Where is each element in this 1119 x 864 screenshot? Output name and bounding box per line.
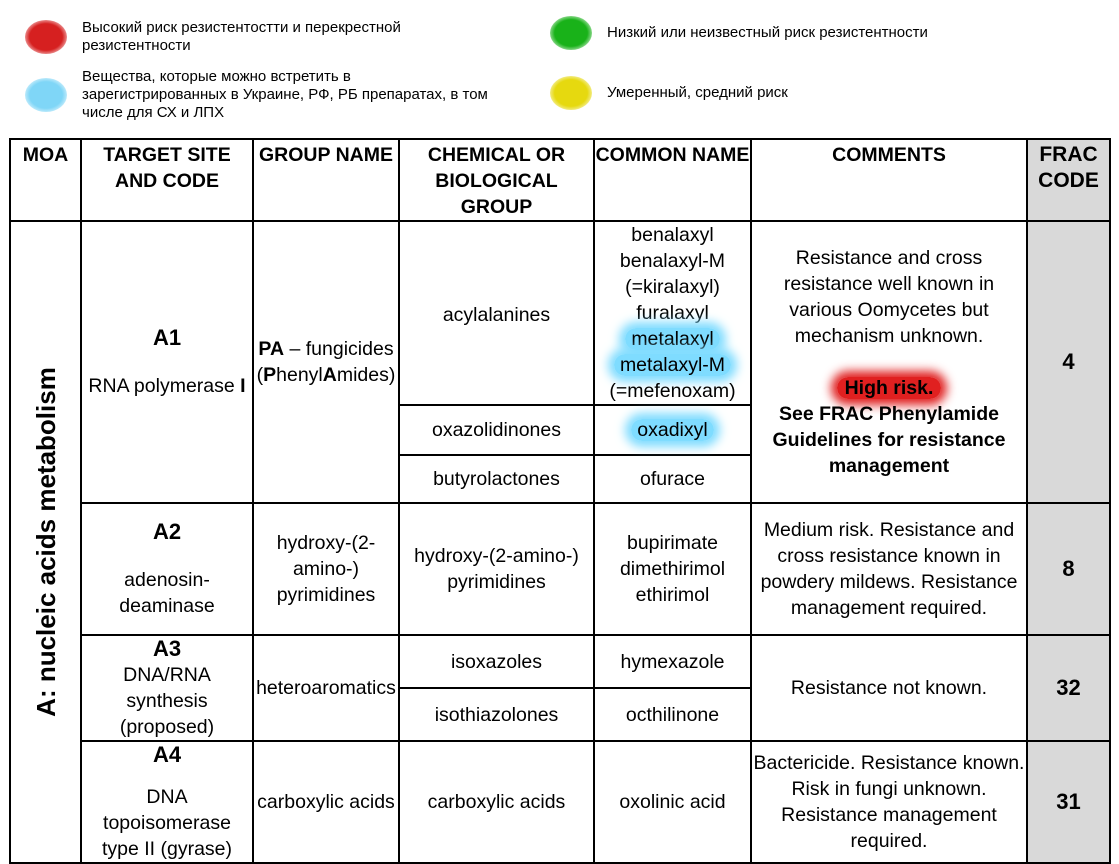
target-name: adenosin-deaminase xyxy=(119,569,215,617)
common-cell xyxy=(594,405,751,455)
header-moa: MOA xyxy=(10,139,81,221)
table-row xyxy=(10,635,1110,688)
target-code: A4 xyxy=(152,742,182,767)
common-cell: ofurace xyxy=(594,455,751,503)
high-risk-badge: High risk. xyxy=(837,377,942,399)
chemical-cell: acylalanines xyxy=(399,221,594,405)
header-row xyxy=(10,139,1110,221)
comments-cell: Medium risk. Resistance and cross resistance known in powdery mildews. Resistance management required. xyxy=(751,503,1027,635)
target-cell xyxy=(81,635,253,741)
comments-cell: Resistance not known. xyxy=(751,635,1027,741)
chemical-cell: hydroxy-(2-amino-) pyrimidines xyxy=(399,503,594,635)
common-name: dimethirimol xyxy=(619,558,726,580)
header-common: COMMON NAME xyxy=(594,139,751,221)
group-name: hydroxy-(2-amino-) pyrimidines xyxy=(276,532,376,606)
comments-cell: Bactericide. Resistance known. Risk in fungi unknown. Resistance management required. xyxy=(751,741,1027,863)
group-cell xyxy=(253,221,399,503)
header-frac: FRAC CODE xyxy=(1027,139,1110,221)
common-name: bupirimate xyxy=(626,532,719,554)
target-name: RNA polymerase I xyxy=(88,375,246,397)
frac-table xyxy=(9,138,1111,864)
frac-code: 4 xyxy=(1027,221,1110,503)
target-cell xyxy=(81,221,253,503)
legend-item-medium-risk xyxy=(550,76,788,110)
group-cell: carboxylic acids xyxy=(253,741,399,863)
target-code: A2 xyxy=(152,519,182,544)
target-cell xyxy=(81,741,253,863)
header-target: TARGET SITE AND CODE xyxy=(81,139,253,221)
target-name: DNA topoisomerase type II (gyrase) xyxy=(101,786,233,860)
common-name: benalaxyl xyxy=(631,224,714,246)
group-name-expanded: (PhenylAmides) xyxy=(256,364,396,386)
legend-text: Высокий риск резистентостти и перекрестной резистентности xyxy=(82,19,401,54)
frac-code: 8 xyxy=(1027,503,1110,635)
common-name: (=mefenoxam) xyxy=(609,380,736,402)
chemical-cell: oxazolidinones xyxy=(399,405,594,455)
common-name-highlighted: oxadixyl xyxy=(631,419,713,441)
yellow-dot-icon xyxy=(550,76,592,110)
red-dot-icon xyxy=(25,20,67,54)
common-name: ethirimol xyxy=(635,584,710,606)
common-cell: octhilinone xyxy=(594,688,751,741)
group-text: – fungicides xyxy=(284,338,394,360)
chemical-cell: isoxazoles xyxy=(399,635,594,688)
common-cell xyxy=(594,221,751,405)
comment-text: Resistance and cross resistance well known in various Oomycetes but mechanism unknown. xyxy=(783,247,995,347)
header-comments: COMMENTS xyxy=(751,139,1027,221)
legend-text: Низкий или неизвестный риск резистентности xyxy=(607,24,928,41)
table-row xyxy=(10,221,1110,405)
common-cell: hymexazole xyxy=(594,635,751,688)
target-code: A1 xyxy=(152,325,182,350)
frac-code: 32 xyxy=(1027,635,1110,741)
common-name: furalaxyl xyxy=(636,302,709,324)
group-abbrev: PA xyxy=(258,338,285,360)
moa-label: A: nucleic acids metabolism xyxy=(30,367,61,717)
common-name: benalaxyl-M xyxy=(619,250,726,272)
target-cell xyxy=(81,503,253,635)
legend-text: Вещества, которые можно встретить в зарегистрированных в Украине, РФ, РБ препаратах, в том числе для СХ и ЛПХ xyxy=(82,68,488,121)
comment-bold: See FRAC Phenylamide Guidelines for resistance management xyxy=(772,403,1006,477)
table-row xyxy=(10,741,1110,863)
common-cell xyxy=(594,503,751,635)
group-name xyxy=(254,336,398,362)
chemical-cell: isothiazolones xyxy=(399,688,594,741)
green-dot-icon xyxy=(550,16,592,50)
legend xyxy=(0,0,1119,130)
legend-text: Умеренный, средний риск xyxy=(607,84,788,101)
header-group: GROUP NAME xyxy=(253,139,399,221)
moa-cell xyxy=(10,221,81,863)
group-cell: heteroaromatics xyxy=(253,635,399,741)
common-name-highlighted: metalaxyl xyxy=(625,328,719,350)
common-name: (=kiralaxyl) xyxy=(625,276,720,298)
group-cell xyxy=(253,503,399,635)
table-row xyxy=(10,503,1110,635)
chemical-cell: carboxylic acids xyxy=(399,741,594,863)
comments-cell xyxy=(751,221,1027,503)
legend-item-registered xyxy=(25,68,488,122)
common-name-highlighted: metalaxyl-M xyxy=(614,354,731,376)
target-name: DNA/RNA synthesis (proposed) xyxy=(119,664,215,738)
legend-item-high-risk xyxy=(25,19,401,55)
common-cell: oxolinic acid xyxy=(594,741,751,863)
legend-item-low-risk xyxy=(550,16,928,50)
frac-code: 31 xyxy=(1027,741,1110,863)
blue-dot-icon xyxy=(25,78,67,112)
target-code: A3 xyxy=(152,636,182,661)
chemical-cell: butyrolactones xyxy=(399,455,594,503)
header-chemical: CHEMICAL OR BIOLOGICAL GROUP xyxy=(399,139,594,221)
